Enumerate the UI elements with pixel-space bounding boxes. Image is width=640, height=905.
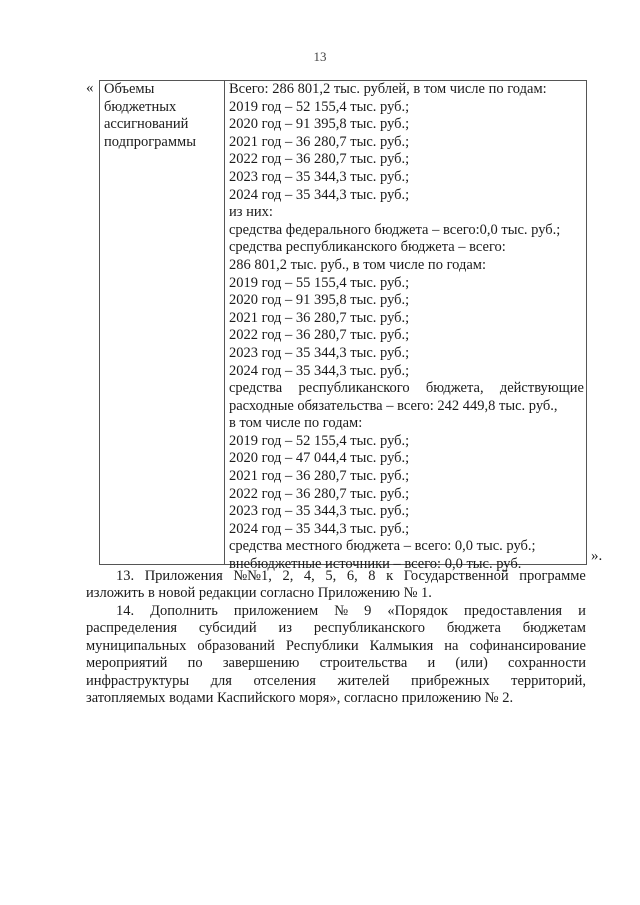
word: из <box>278 620 292 637</box>
closing-quote: ». <box>591 548 603 564</box>
right-cell-line: внебюджетные источники – всего: 0,0 тыс. руб. <box>229 556 522 573</box>
word: сохранности <box>508 655 586 672</box>
word: Дополнить <box>150 603 218 619</box>
word: (или) <box>455 655 488 672</box>
right-cell-line: 2022 год – 36 280,7 тыс. руб.; <box>229 151 410 168</box>
word: Государственной <box>403 568 509 584</box>
paragraph-line: изложить в новой редакции согласно Приложению № 1. <box>86 585 432 602</box>
word: «Порядок <box>387 603 448 619</box>
left-cell-line: ассигнований <box>104 116 189 133</box>
word: муниципальных <box>86 637 187 654</box>
word: программе <box>519 568 586 584</box>
left-cell-line: подпрограммы <box>104 133 196 150</box>
right-cell-line: 2020 год – 47 044,4 тыс. руб.; <box>229 450 410 467</box>
word: 5, <box>325 568 337 584</box>
paragraph-line <box>86 603 586 620</box>
paragraph-14 <box>86 603 586 707</box>
word: на <box>444 637 459 654</box>
word: приложением <box>233 603 319 619</box>
right-cell-line: 2023 год – 35 344,3 тыс. руб.; <box>229 344 410 361</box>
right-cell-line <box>229 380 584 398</box>
paragraph-line <box>86 568 586 585</box>
word: субсидий <box>198 620 257 637</box>
right-cell-line: средства местного бюджета – всего: 0,0 тыс. руб.; <box>229 538 536 555</box>
right-cell-line: 2019 год – 52 155,4 тыс. руб.; <box>229 98 410 115</box>
right-cell-line: из них: <box>229 204 273 221</box>
right-cell-line: 2020 год – 91 395,8 тыс. руб.; <box>229 292 410 309</box>
word: распределения <box>86 620 178 637</box>
right-cell-line: 2024 год – 35 344,3 тыс. руб.; <box>229 520 410 537</box>
word: софинансирование <box>469 637 586 654</box>
word: для <box>210 672 232 689</box>
right-cell-line: 2022 год – 36 280,7 тыс. руб.; <box>229 327 410 344</box>
right-cell-line: 2020 год – 91 395,8 тыс. руб.; <box>229 116 410 133</box>
right-cell-line: 2024 год – 35 344,3 тыс. руб.; <box>229 186 410 203</box>
word: инфраструктуры <box>86 672 190 689</box>
word: строительства <box>319 655 408 672</box>
word: Калмыкия <box>369 637 434 654</box>
word: 2, <box>282 568 294 584</box>
word: 4, <box>303 568 315 584</box>
word: по <box>187 655 203 672</box>
word: и <box>427 655 436 672</box>
word: завершению <box>222 655 300 672</box>
right-cell-line: Всего: 286 801,2 тыс. рублей, в том числе по годам: <box>229 81 547 97</box>
table-column-divider <box>224 80 225 565</box>
right-cell-line: 2022 год – 36 280,7 тыс. руб.; <box>229 485 410 502</box>
right-cell-line: 2023 год – 35 344,3 тыс. руб.; <box>229 503 410 520</box>
table-left-cell <box>104 81 222 151</box>
right-cell-line: средства федерального бюджета – всего:0,0 тыс. руб.; <box>229 221 561 238</box>
word: 9 <box>364 603 372 619</box>
left-cell-line: бюджетных <box>104 98 177 115</box>
word: жителей <box>337 672 390 689</box>
word: республиканского <box>313 620 425 637</box>
word: 14. <box>116 603 135 619</box>
paragraph-line <box>86 673 586 690</box>
word: бюджетам <box>522 620 586 637</box>
word: бюджета <box>446 620 501 637</box>
word: 13. <box>116 568 135 584</box>
word: территорий, <box>511 672 586 689</box>
left-cell-line: Объемы <box>104 81 155 97</box>
word: средства <box>229 380 283 397</box>
paragraph-line <box>86 620 586 637</box>
right-cell-line: расходные обязательства – всего: 242 449,8 тыс. руб., <box>229 397 558 414</box>
word: №№1, <box>233 568 272 584</box>
right-cell-line: 2023 год – 35 344,3 тыс. руб.; <box>229 168 410 185</box>
right-cell-line: в том числе по годам: <box>229 415 363 432</box>
word: Республики <box>285 637 359 654</box>
word: мероприятий <box>86 655 168 672</box>
word: и <box>578 603 586 619</box>
paragraph-line: затопляемых водами Каспийского моря», согласно приложению № 2. <box>86 689 514 706</box>
word: 8 <box>368 568 376 584</box>
word: прибрежных <box>411 672 490 689</box>
right-cell-line: 2021 год – 36 280,7 тыс. руб.; <box>229 309 410 326</box>
paragraph-13 <box>86 568 586 603</box>
word: образований <box>197 637 275 654</box>
right-cell-line: 286 801,2 тыс. руб., в том числе по годам: <box>229 256 487 273</box>
word: республиканского <box>298 380 410 397</box>
word: № <box>334 603 349 619</box>
right-cell-line: 2021 год – 36 280,7 тыс. руб.; <box>229 468 410 485</box>
paragraph-line <box>86 655 586 672</box>
right-cell-line: 2019 год – 52 155,4 тыс. руб.; <box>229 432 410 449</box>
right-cell-line: 2019 год – 55 155,4 тыс. руб.; <box>229 274 410 291</box>
table-right-cell <box>229 81 584 574</box>
right-cell-line: средства республиканского бюджета – всего: <box>229 239 506 256</box>
right-cell-line: 2021 год – 36 280,7 тыс. руб.; <box>229 133 410 150</box>
word: действующие <box>499 380 584 397</box>
word: 6, <box>346 568 358 584</box>
word: Приложения <box>144 568 223 584</box>
word: отселения <box>253 672 316 689</box>
word: к <box>386 568 394 584</box>
page-number: 13 <box>313 49 327 64</box>
right-cell-line: 2024 год – 35 344,3 тыс. руб.; <box>229 362 410 379</box>
opening-quote: « <box>86 80 94 96</box>
word: бюджета, <box>425 380 484 397</box>
paragraph-line <box>86 638 586 655</box>
word: предоставления <box>463 603 563 619</box>
